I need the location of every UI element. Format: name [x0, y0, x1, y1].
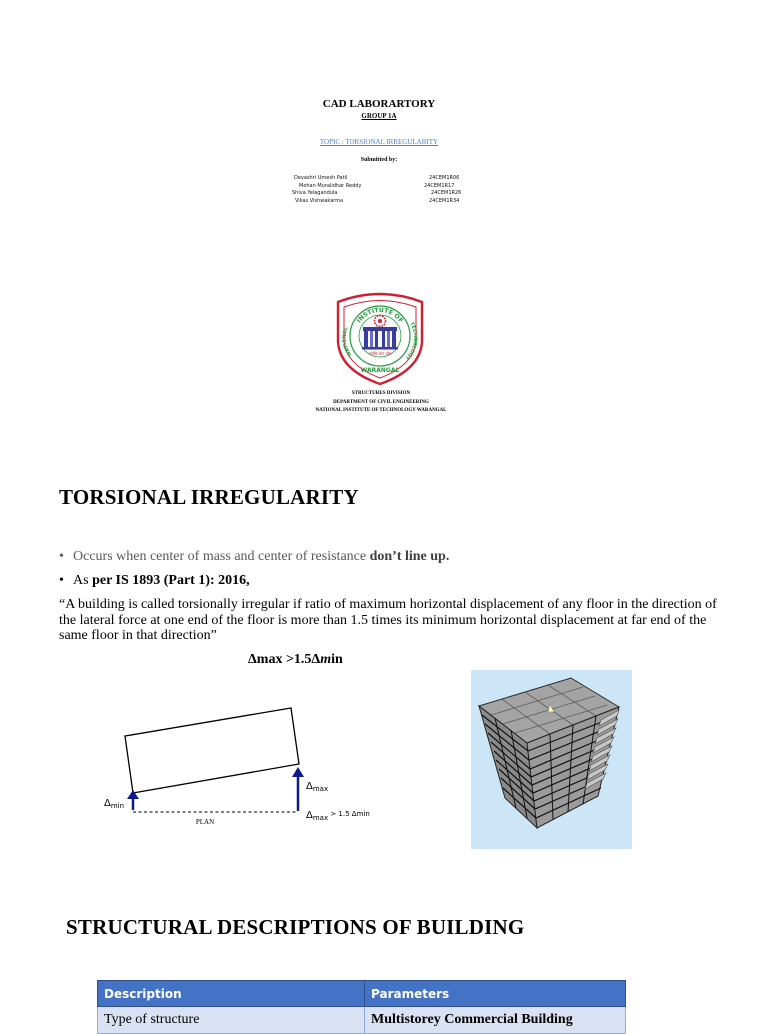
member-name: Vikas Vishwakarma — [295, 197, 344, 204]
table-cell-description: Type of structure — [98, 1007, 365, 1034]
table-header-row — [98, 981, 626, 1007]
torsion-formula — [248, 652, 343, 668]
formula-prefix: Δmax >1.5Δ — [248, 652, 321, 667]
member-id: 24CEM1R34 — [429, 197, 460, 204]
logo-city: WARANGAL — [360, 367, 400, 374]
section-heading-structural: STRUCTURAL DESCRIPTIONS OF BUILDING — [66, 915, 525, 939]
member-name: Mohan Muralidhar Reddy — [299, 182, 362, 189]
twisted-building-model — [471, 670, 632, 849]
nit-warangal-logo — [330, 290, 430, 386]
plan-displacement-diagram — [98, 696, 378, 831]
logo-ring-top-text: INSTITUTE OF — [355, 306, 405, 325]
member-name: Devashri Umesh Patil — [294, 175, 348, 181]
table-row — [98, 1007, 626, 1034]
formula-suffix: in — [331, 652, 343, 667]
member-name: Shiva Yelagandula — [292, 190, 338, 196]
section-heading-torsional: TORSIONAL IRREGULARITY — [59, 485, 359, 509]
bullet-item — [59, 549, 449, 565]
logo-ring-left-text: NATIONAL — [341, 326, 354, 357]
member-row — [0, 198, 768, 206]
delta-max-label: $\Delta_{max}$ — [306, 781, 329, 793]
submitted-by-label: Submitted by: — [360, 157, 398, 163]
logo-motto: कर्मभिः ज्ञानं शीलं — [368, 352, 392, 356]
bullet-text: Occurs when center of mass and center of resistance — [73, 549, 370, 564]
member-id: 24CEM1R26 — [431, 190, 462, 196]
delta-min-label: $\Delta_{min}$ — [104, 798, 125, 810]
logo-ring-right-text: TECHNOLOGY — [403, 321, 419, 361]
bullet-item — [59, 573, 250, 589]
member-id: 24CEM1R17 — [424, 182, 455, 189]
bullet-text: As — [73, 573, 93, 588]
formula-italic: m — [320, 652, 332, 667]
bullet-marker: • — [59, 549, 64, 564]
member-id: 24CEM1R06 — [429, 175, 460, 181]
department-label: DEPARTMENT OF CIVIL ENGINEERING — [333, 399, 429, 405]
bullet-bold-text: per IS 1893 (Part 1): 2016, — [92, 573, 250, 588]
table-cell-parameter: Multistorey Commercial Building — [365, 1007, 626, 1034]
structural-description-table — [97, 980, 626, 1034]
institute-label: NATIONAL INSTITUTE OF TECHNOLOGY WARANGAL — [315, 408, 447, 413]
floor-plan-outline — [125, 708, 299, 793]
condition-label: $\Delta_{max}$ $^{> 1.5 \Delta min}$ — [306, 810, 370, 822]
table-header-parameters: Parameters — [365, 981, 626, 1007]
cover-group: GROUP 1A — [361, 112, 397, 120]
delta-max-arrowhead — [292, 767, 304, 777]
table-header-description: Description — [98, 981, 365, 1007]
division-block — [0, 390, 762, 416]
bullet-bold-text: don’t line up. — [369, 549, 450, 564]
cover-topic-link[interactable]: TOPIC : TORSIONAL IRREGULARITY — [319, 138, 439, 146]
code-definition-quote: “A building is called torsionally irregular if ratio of maximum horizontal displacement of any floor in the direction of the lateral force at one end of the floor is more than 1.5 times its minimum horizontal displacement at far end of the same floor in that direction” — [59, 597, 717, 643]
division-label: STRUCTURES DIVISION — [351, 391, 411, 396]
cover-title: CAD LABORARTORY — [322, 98, 436, 110]
bullet-marker: • — [59, 573, 64, 588]
plan-label: PLAN — [195, 818, 215, 826]
